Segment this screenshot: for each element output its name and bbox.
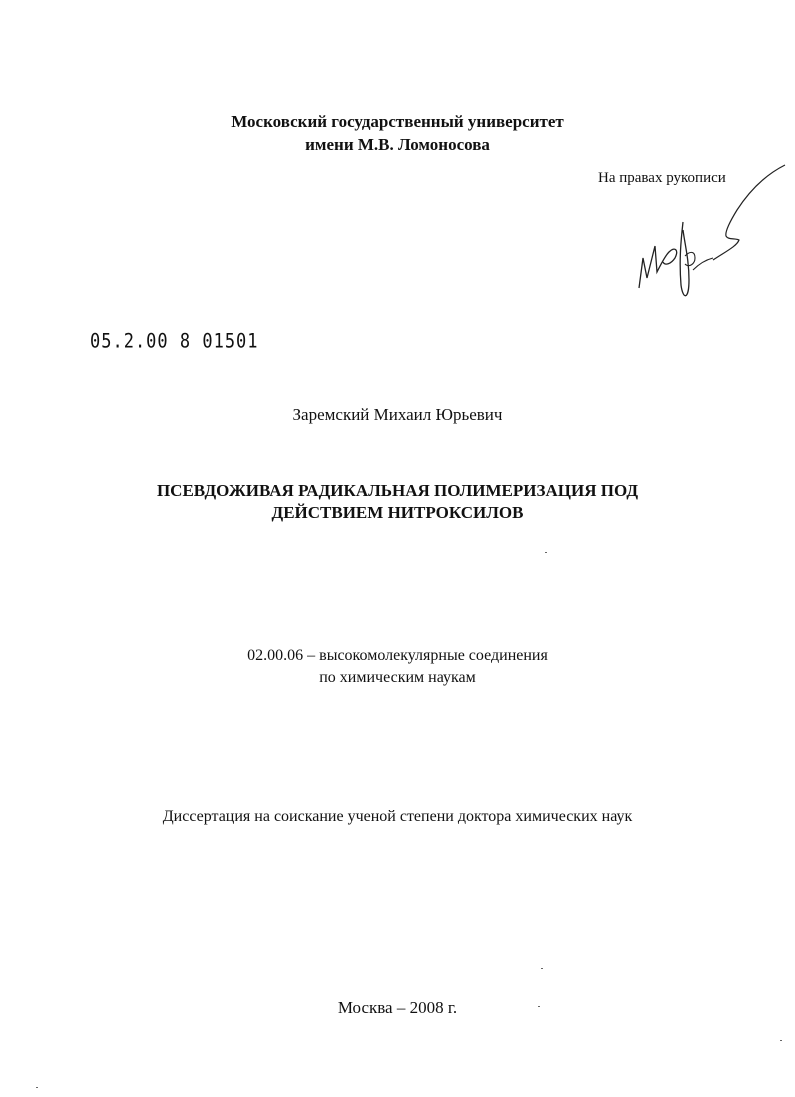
thesis-title-line2: ДЕЙСТВИЕМ НИТРОКСИЛОВ <box>271 503 524 522</box>
university-name-line2: имени М.В. Ломоносова <box>305 135 490 154</box>
university-name-line1: Московский государственный университет <box>231 112 564 131</box>
author-name: Заремский Михаил Юрьевич <box>292 405 503 424</box>
thesis-title-line1: ПСЕВДОЖИВАЯ РАДИКАЛЬНАЯ ПОЛИМЕРИЗАЦИЯ ПОД <box>156 481 639 500</box>
handwritten-signature-icon <box>625 160 795 305</box>
scan-speck <box>538 1006 540 1007</box>
rights-note: На правах рукописи <box>598 170 726 186</box>
city-year: Москва – 2008 г. <box>337 998 458 1017</box>
scan-speck <box>545 552 547 553</box>
scan-speck <box>36 1087 38 1088</box>
degree-statement: Диссертация на соискание ученой степени доктора химических наук <box>162 808 633 825</box>
scan-speck <box>541 968 543 969</box>
scan-speck <box>780 1040 782 1041</box>
archive-stamp-code: 05.2.00 8 01501 <box>90 330 259 353</box>
specialty-line1: 02.00.06 – высокомолекулярные соединения <box>247 647 548 664</box>
specialty-line2: по химическим наукам <box>319 669 476 686</box>
